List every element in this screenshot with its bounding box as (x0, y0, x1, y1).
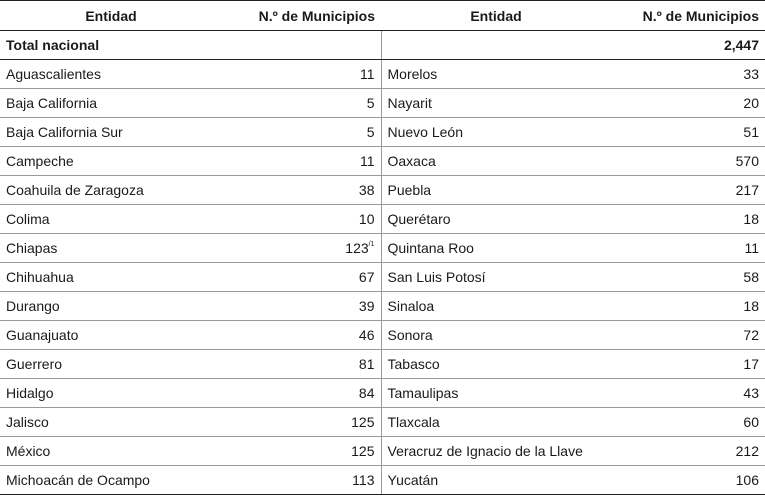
municipios-count-right: 43 (611, 379, 765, 408)
entity-name-left: Chihuahua (0, 263, 222, 292)
municipios-count-left (222, 466, 381, 495)
municipios-count-right: 20 (611, 89, 765, 118)
municipios-count-value: 81 (358, 356, 375, 372)
table-row (0, 118, 765, 147)
header-municipios-right: N.º de Municipios (611, 1, 765, 31)
table-row (0, 350, 765, 379)
entity-name-right: Nayarit (381, 89, 611, 118)
table-header-row (0, 1, 765, 31)
municipios-count-value: 5 (366, 95, 375, 111)
municipios-count-right: 58 (611, 263, 765, 292)
municipios-count-right: 570 (611, 147, 765, 176)
municipios-count-value: 46 (358, 327, 375, 343)
header-entidad-right: Entidad (381, 1, 611, 31)
municipios-count-left (222, 234, 381, 263)
municipios-count-right: 217 (611, 176, 765, 205)
table-body (0, 31, 765, 495)
entity-name-right: Sonora (381, 321, 611, 350)
entity-name-right: Tlaxcala (381, 408, 611, 437)
table-row (0, 321, 765, 350)
municipios-count-right: 33 (611, 60, 765, 89)
table-row (0, 89, 765, 118)
table-row (0, 234, 765, 263)
municipios-count-left (222, 118, 381, 147)
municipios-count-right: 212 (611, 437, 765, 466)
table-row (0, 379, 765, 408)
municipios-count-left (222, 408, 381, 437)
total-row (0, 31, 765, 60)
entity-name-left: Aguascalientes (0, 60, 222, 89)
entity-name-left: México (0, 437, 222, 466)
municipios-count-value: 5 (366, 124, 375, 140)
entity-name-right: Yucatán (381, 466, 611, 495)
entity-name-right: Tamaulipas (381, 379, 611, 408)
municipios-count-value: 10 (358, 211, 375, 227)
table-row (0, 466, 765, 495)
table-row (0, 60, 765, 89)
municipios-count-left (222, 292, 381, 321)
entity-name-left: Chiapas (0, 234, 222, 263)
entity-name-left: Jalisco (0, 408, 222, 437)
table-row (0, 263, 765, 292)
municipios-count-left (222, 60, 381, 89)
footnote-marker: /1 (368, 241, 375, 248)
table-row (0, 292, 765, 321)
municipios-count-left (222, 89, 381, 118)
municipios-count-value: 84 (358, 385, 375, 401)
entity-name-left: Guanajuato (0, 321, 222, 350)
municipios-count-right: 60 (611, 408, 765, 437)
municipios-count-left (222, 176, 381, 205)
header-municipios-left: N.º de Municipios (222, 1, 381, 31)
entity-name-right: Quintana Roo (381, 234, 611, 263)
municipios-count-value: 123 (345, 240, 369, 256)
municipios-count-value: 67 (358, 269, 375, 285)
municipios-count-left (222, 321, 381, 350)
entity-name-left: Hidalgo (0, 379, 222, 408)
municipios-count-value: 11 (359, 153, 375, 169)
municipios-count-left (222, 379, 381, 408)
municipios-count-left (222, 263, 381, 292)
municipios-count-right: 72 (611, 321, 765, 350)
municipios-count-right: 51 (611, 118, 765, 147)
municipios-count-value: 39 (358, 298, 375, 314)
entity-name-left: Campeche (0, 147, 222, 176)
municipios-count-value: 125 (351, 414, 375, 430)
entity-name-left: Colima (0, 205, 222, 234)
municipios-count-right: 106 (611, 466, 765, 495)
entity-name-right: Puebla (381, 176, 611, 205)
entity-name-right: Morelos (381, 60, 611, 89)
table-row (0, 147, 765, 176)
entity-name-right: Veracruz de Ignacio de la Llave (381, 437, 611, 466)
municipios-count-right: 17 (611, 350, 765, 379)
entity-name-right: Nuevo León (381, 118, 611, 147)
total-empty-cell (381, 31, 611, 60)
table-row (0, 176, 765, 205)
municipios-count-left (222, 437, 381, 466)
entity-name-left: Baja California (0, 89, 222, 118)
header-entidad-left: Entidad (0, 1, 222, 31)
municipios-count-right: 18 (611, 205, 765, 234)
entity-name-right: Tabasco (381, 350, 611, 379)
municipios-count-left (222, 205, 381, 234)
entity-name-left: Baja California Sur (0, 118, 222, 147)
table-row (0, 205, 765, 234)
municipios-count-value: 125 (351, 443, 375, 459)
entity-name-left: Coahuila de Zaragoza (0, 176, 222, 205)
table-row (0, 408, 765, 437)
total-label: Total nacional (0, 31, 222, 60)
entity-name-right: Querétaro (381, 205, 611, 234)
entity-name-left: Durango (0, 292, 222, 321)
municipios-count-value: 11 (359, 66, 375, 82)
municipios-count-value: 38 (358, 182, 375, 198)
municipios-count-right: 11 (611, 234, 765, 263)
municipios-count-right: 18 (611, 292, 765, 321)
municipios-count-left (222, 350, 381, 379)
entity-name-right: San Luis Potosí (381, 263, 611, 292)
entity-name-right: Oaxaca (381, 147, 611, 176)
entity-name-right: Sinaloa (381, 292, 611, 321)
entity-name-left: Michoacán de Ocampo (0, 466, 222, 495)
total-value: 2,447 (611, 31, 765, 60)
entity-name-left: Guerrero (0, 350, 222, 379)
municipios-count-left (222, 147, 381, 176)
table-row (0, 437, 765, 466)
municipios-count-value: 113 (352, 472, 375, 488)
total-empty-cell (222, 31, 381, 60)
